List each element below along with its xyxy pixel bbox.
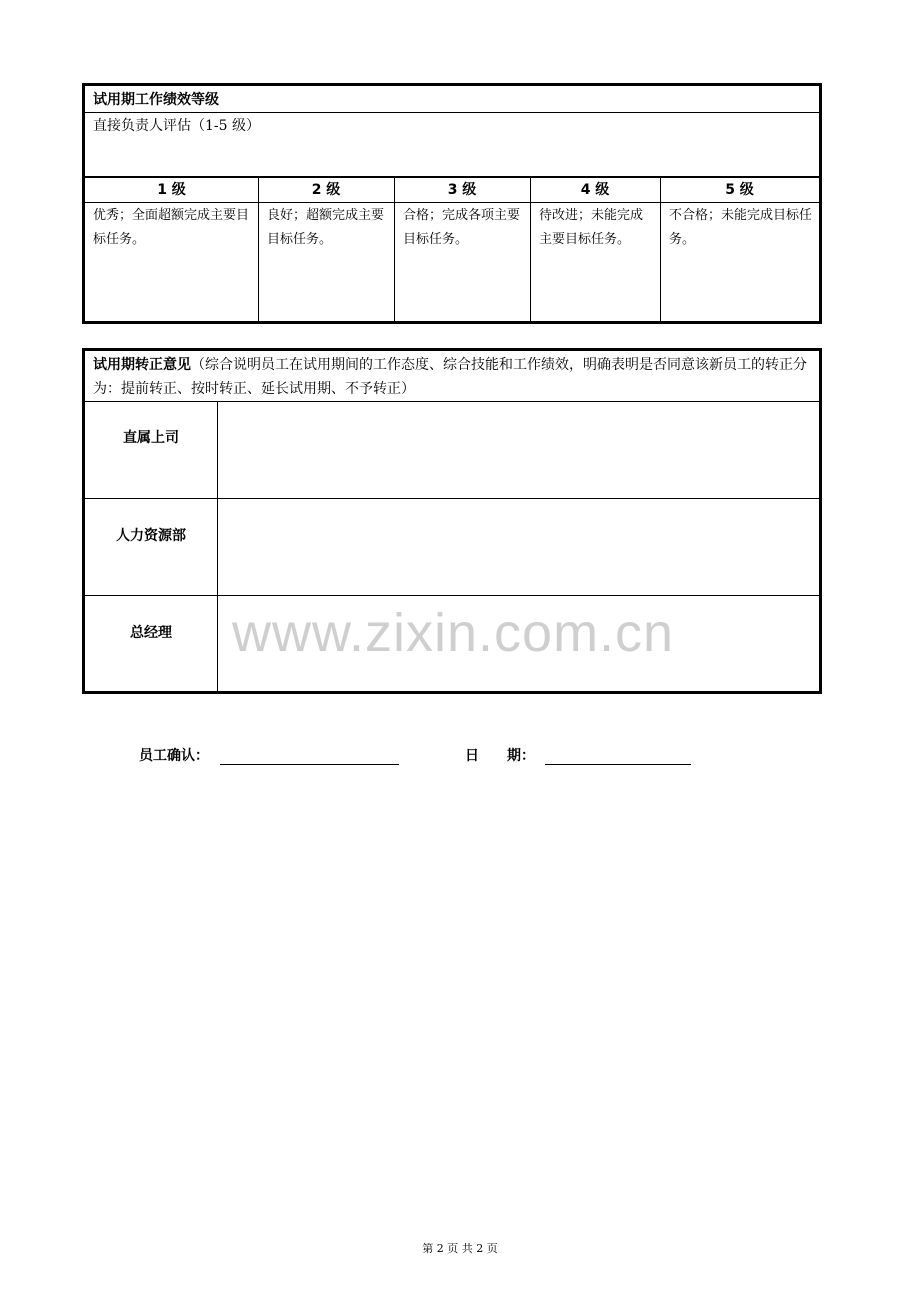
performance-table-title: 试用期工作绩效等级 [93, 92, 219, 108]
grade-1-description: 优秀；全面超额完成主要目标任务。 [93, 208, 250, 247]
employee-signature-line[interactable] [220, 764, 399, 765]
performance-grade-table [82, 83, 822, 324]
grade-3-description: 合格；完成各项主要目标任务。 [403, 208, 521, 247]
grade-4-header: 4 级 [580, 182, 610, 198]
grade-5-description: 不合格；未能完成目标任务。 [669, 208, 813, 247]
employee-confirm-label: 员工确认： [139, 748, 209, 764]
grade-2-description: 良好；超额完成主要目标任务。 [267, 208, 385, 247]
hr-opinion-field[interactable] [218, 499, 819, 595]
opinion-header [93, 353, 813, 401]
hr-department-label: 人力资源部 [116, 528, 186, 544]
date-label: 日 期： [465, 748, 535, 764]
supervisor-label: 直属上司 [123, 430, 179, 446]
opinion-note: （综合说明员工在试用期间的工作态度、综合技能和工作绩效，明确表明是否同意该新员工的转正分为：提前转正、按时转正、延长试用期、不予转正） [93, 357, 807, 397]
grade-5-header: 5 级 [725, 182, 754, 198]
performance-table-subtitle: 直接负责人评估（1-5 级） [93, 118, 260, 134]
opinion-title: 试用期转正意见 [93, 357, 191, 373]
date-input-line[interactable] [545, 764, 691, 765]
grade-3-header: 3 级 [447, 182, 477, 198]
grade-2-header: 2 级 [311, 182, 341, 198]
grade-columns [85, 178, 819, 321]
watermark: www.zixin.com.cn [232, 603, 675, 663]
general-manager-label: 总经理 [130, 625, 172, 641]
supervisor-opinion-field[interactable] [218, 402, 819, 498]
grade-1-header: 1 级 [157, 182, 186, 198]
grade-4-description: 待改进；未能完成主要目标任务。 [539, 208, 644, 247]
page-number: 第 2 页 共 2 页 [422, 1242, 498, 1255]
